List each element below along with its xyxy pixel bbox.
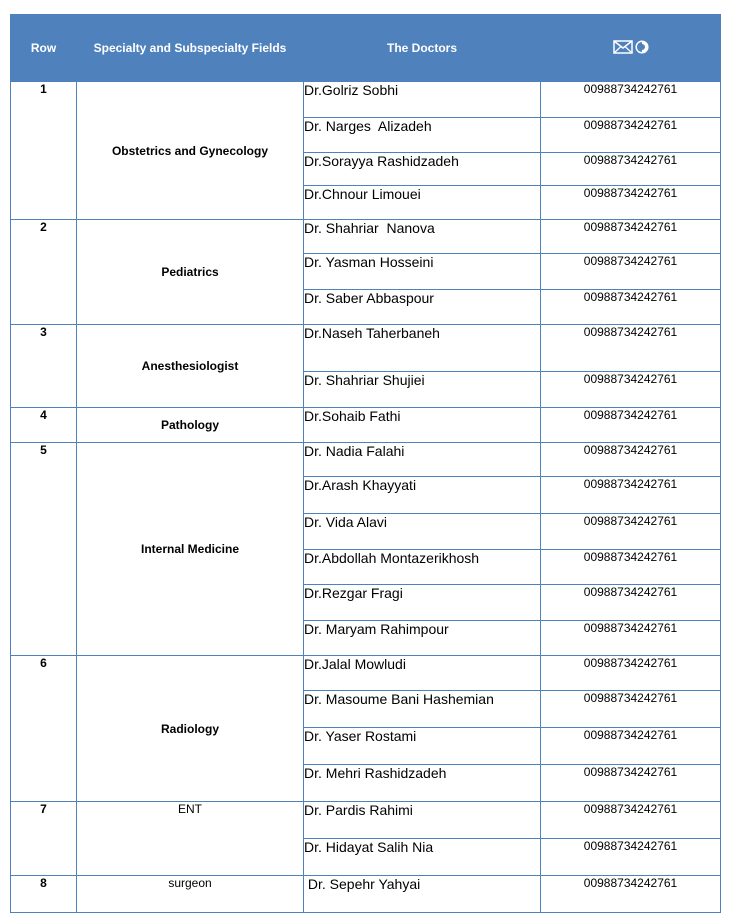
doctor-name: Dr.Golriz Sobhi (304, 82, 541, 118)
doctor-name: Dr.Chnour Limouei (304, 186, 541, 220)
phone-number: 00988734242761 (541, 220, 721, 254)
doctor-name: Dr. Saber Abbaspour (304, 290, 541, 325)
table-row (11, 82, 721, 118)
table-row (11, 325, 721, 372)
row-number: 1 (11, 82, 77, 220)
phone-number: 00988734242761 (541, 118, 721, 153)
specialty-cell: surgeon (77, 876, 304, 913)
phone-icon (635, 40, 649, 54)
doctor-name: Dr. Yasman Hosseini (304, 254, 541, 290)
header-contact (541, 15, 721, 82)
phone-number: 00988734242761 (541, 839, 721, 876)
table-row (11, 656, 721, 691)
table-row (11, 220, 721, 254)
phone-number: 00988734242761 (541, 621, 721, 656)
phone-number: 00988734242761 (541, 728, 721, 765)
doctor-name: Dr. Shahriar Nanova (304, 220, 541, 254)
table-row (11, 408, 721, 443)
table-header (11, 15, 721, 82)
phone-number: 00988734242761 (541, 656, 721, 691)
doctor-name: Dr. Masoume Bani Hashemian (304, 691, 541, 728)
specialty-cell: Obstetrics and Gynecology (77, 82, 304, 220)
phone-number: 00988734242761 (541, 186, 721, 220)
doctors-table (10, 14, 721, 913)
row-number: 2 (11, 220, 77, 325)
row-number: 5 (11, 443, 77, 656)
doctor-name: Dr. Sepehr Yahyai (304, 876, 541, 913)
phone-number: 00988734242761 (541, 443, 721, 477)
doctor-name: Dr. Shahriar Shujiei (304, 372, 541, 408)
specialty-cell: Radiology (77, 656, 304, 802)
specialty-cell: Pathology (77, 408, 304, 443)
table-body (11, 82, 721, 913)
row-number: 4 (11, 408, 77, 443)
doctor-name: Dr.Naseh Taherbaneh (304, 325, 541, 372)
table-row (11, 802, 721, 839)
header-specialty: Specialty and Subspecialty Fields (77, 15, 304, 82)
phone-number: 00988734242761 (541, 550, 721, 585)
phone-number: 00988734242761 (541, 691, 721, 728)
phone-number: 00988734242761 (541, 876, 721, 913)
phone-number: 00988734242761 (541, 153, 721, 186)
row-number: 3 (11, 325, 77, 408)
specialty-cell: Internal Medicine (77, 443, 304, 656)
doctor-name: Dr. Hidayat Salih Nia (304, 839, 541, 876)
doctor-name: Dr. Mehri Rashidzadeh (304, 765, 541, 802)
row-number: 6 (11, 656, 77, 802)
table-row (11, 876, 721, 913)
header-doctors: The Doctors (304, 15, 541, 82)
row-number: 7 (11, 802, 77, 876)
doctor-name: Dr.Abdollah Montazerikhosh (304, 550, 541, 585)
table-row (11, 443, 721, 477)
specialty-cell: Pediatrics (77, 220, 304, 325)
phone-number: 00988734242761 (541, 408, 721, 443)
doctor-name: Dr.Jalal Mowludi (304, 656, 541, 691)
doctor-name: Dr.Arash Khayyati (304, 477, 541, 514)
header-row: Row (11, 15, 77, 82)
doctor-name: Dr.Sorayya Rashidzadeh (304, 153, 541, 186)
phone-number: 00988734242761 (541, 514, 721, 550)
phone-number: 00988734242761 (541, 290, 721, 325)
phone-number: 00988734242761 (541, 477, 721, 514)
envelope-icon (613, 40, 633, 54)
phone-number: 00988734242761 (541, 372, 721, 408)
doctor-name: Dr. Maryam Rahimpour (304, 621, 541, 656)
phone-number: 00988734242761 (541, 254, 721, 290)
specialty-cell: Anesthesiologist (77, 325, 304, 408)
specialty-cell: ENT (77, 802, 304, 876)
doctor-name: Dr. Narges Alizadeh (304, 118, 541, 153)
doctor-name: Dr. Nadia Falahi (304, 443, 541, 477)
doctor-name: Dr. Vida Alavi (304, 514, 541, 550)
phone-number: 00988734242761 (541, 325, 721, 372)
phone-number: 00988734242761 (541, 585, 721, 621)
phone-number: 00988734242761 (541, 765, 721, 802)
doctor-name: Dr. Yaser Rostami (304, 728, 541, 765)
phone-number: 00988734242761 (541, 802, 721, 839)
doctor-name: Dr.Sohaib Fathi (304, 408, 541, 443)
phone-number: 00988734242761 (541, 82, 721, 118)
doctor-name: Dr.Rezgar Fragi (304, 585, 541, 621)
doctor-name: Dr. Pardis Rahimi (304, 802, 541, 839)
row-number: 8 (11, 876, 77, 913)
